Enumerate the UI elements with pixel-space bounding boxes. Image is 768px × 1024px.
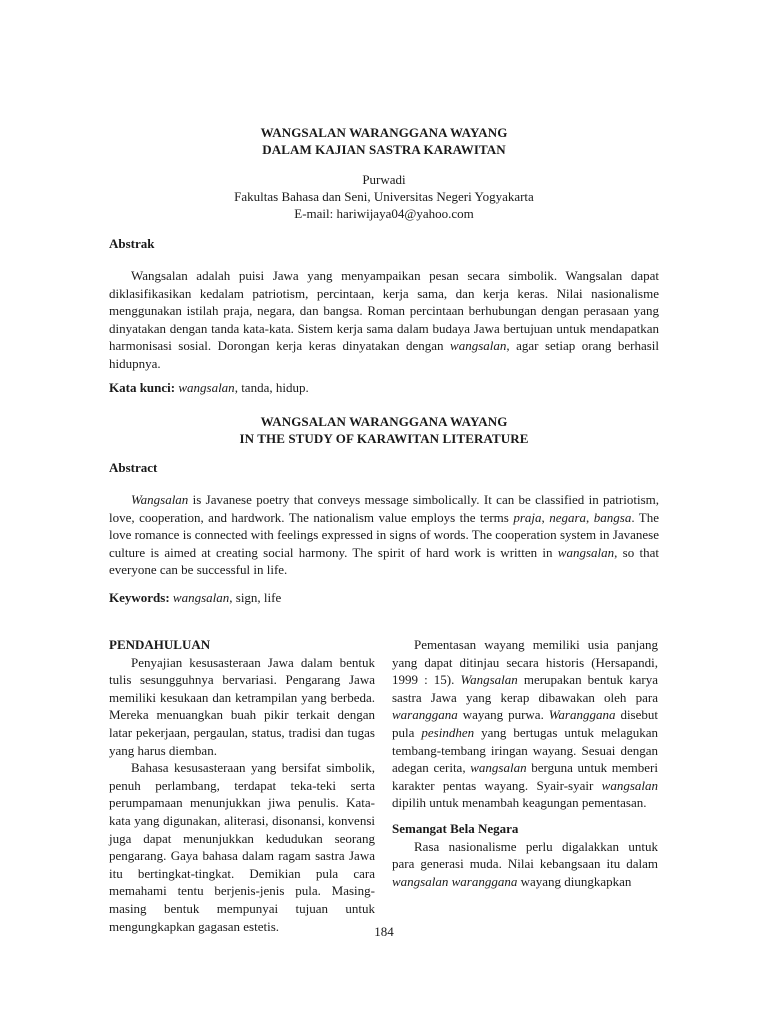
author-name: Purwadi [362, 172, 406, 187]
body-paragraph: Rasa nasionalisme perlu digalakkan untuk para generasi muda. Nilai kebangsaan itu dalam wangsalan waranggana wayang diungkapkan [392, 838, 658, 889]
abstract-text: Wangsalan is Javanese poetry that conveys message simbolically. It can be classified in patriotism, love, cooperation, and hardwork. The nationalism value employs the terms praja, negara, bangsa. The love romance is connected with feelings expressed in signs of words. The cooperation system in Javanese culture is aimed at creating social harmony. The spirit of hard work is written in wangsalan, so that everyone can be successful in life. [109, 492, 660, 577]
kata-kunci-label: Kata kunci: [109, 380, 176, 395]
title-english [0, 413, 768, 447]
abstract-heading: Abstract [109, 460, 158, 475]
body-column-left [109, 636, 375, 935]
page-number: 184 [374, 924, 394, 939]
abstrak-heading: Abstrak [109, 236, 155, 251]
keywords: Keywords: wangsalan, sign, life [109, 590, 282, 605]
author-block [0, 171, 768, 222]
title-en-line1: WANGSALAN WARANGGANA WAYANG [260, 414, 508, 429]
keywords-label: Keywords: [109, 590, 170, 605]
title-indonesian [0, 124, 768, 158]
kata-kunci: Kata kunci: wangsalan, tanda, hidup. [109, 380, 309, 395]
section-heading-pendahuluan: PENDAHULUAN [109, 637, 211, 652]
body-paragraph: Pementasan wayang memiliki usia panjang yang dapat ditinjau secara historis (Hersapandi, 1999 : 15). Wangsalan merupakan bentuk karya sastra Jawa yang kerap dibawakan oleh para waranggana wayang purwa. Waranggana disebut pula pesindhen yang bertugas untuk melagukan tembang-tembang iringan wayang. Sesuai dengan adegan cerita, wangsalan berguna untuk memberi karakter pentas wayang. Syair-syair wangsalan dipilih untuk menambah keagungan pementasan. [392, 637, 658, 811]
body-paragraph: Bahasa kesusasteraan yang bersifat simbolik, penuh perlambang, terdapat teka-teki serta perumpamaan menunjukkan jiwa penulis. Kata-kata yang digunakan, aliterasi, disonansi, konvensi juga dapat menunjukkan kedudukan seorang pengarang. Gaya bahasa dalam ragam sastra Jawa itu bertingkat-tingkat. Demikian pula cara memahami tentu berjenis-jenis pula. Masing-masing bentuk mempunyai tujuan untuk mengungkapkan gagasan estetis. [109, 760, 375, 934]
subheading-semangat-bela-negara: Semangat Bela Negara [392, 820, 519, 836]
title-id-line2: DALAM KAJIAN SASTRA KARAWITAN [262, 142, 506, 157]
author-affiliation: Fakultas Bahasa dan Seni, Universitas Negeri Yogyakarta [234, 189, 534, 204]
body-column-right [392, 636, 658, 890]
body-paragraph: Penyajian kesusasteraan Jawa dalam bentuk tulis sesungguhnya bervariasi. Pengarang Jawa memiliki kesukaan dan ketrampilan yang berbeda. Mereka menuangkan buah pikir terkait dengan latar pekerjaan, pergaulan, status, tradisi dan tugas yang harus diemban. [109, 654, 375, 758]
title-id-line1: WANGSALAN WARANGGANA WAYANG [260, 125, 508, 140]
abstrak-text: Wangsalan adalah puisi Jawa yang menyampaikan pesan secara simbolik. Wangsalan dapat diklasifikasikan kedalam patriotism, percintaan, kerja sama, dan kerja keras. Nilai nasionalisme menggunakan istilah praja, negara, dan bangsa. Roman percintaan berhubungan dengan perasaan yang dinyatakan dengan tanda kata-kata. Sistem kerja sama dalam budaya Jawa bertujuan untuk mendapatkan harmonisasi sosial. Dorongan kerja keras dinyatakan dengan wangsalan, agar setiap orang berhasil hidupnya. [109, 268, 659, 371]
title-en-line2: IN THE STUDY OF KARAWITAN LITERATURE [239, 431, 529, 446]
author-email: E-mail: hariwijaya04@yahoo.com [294, 206, 474, 221]
